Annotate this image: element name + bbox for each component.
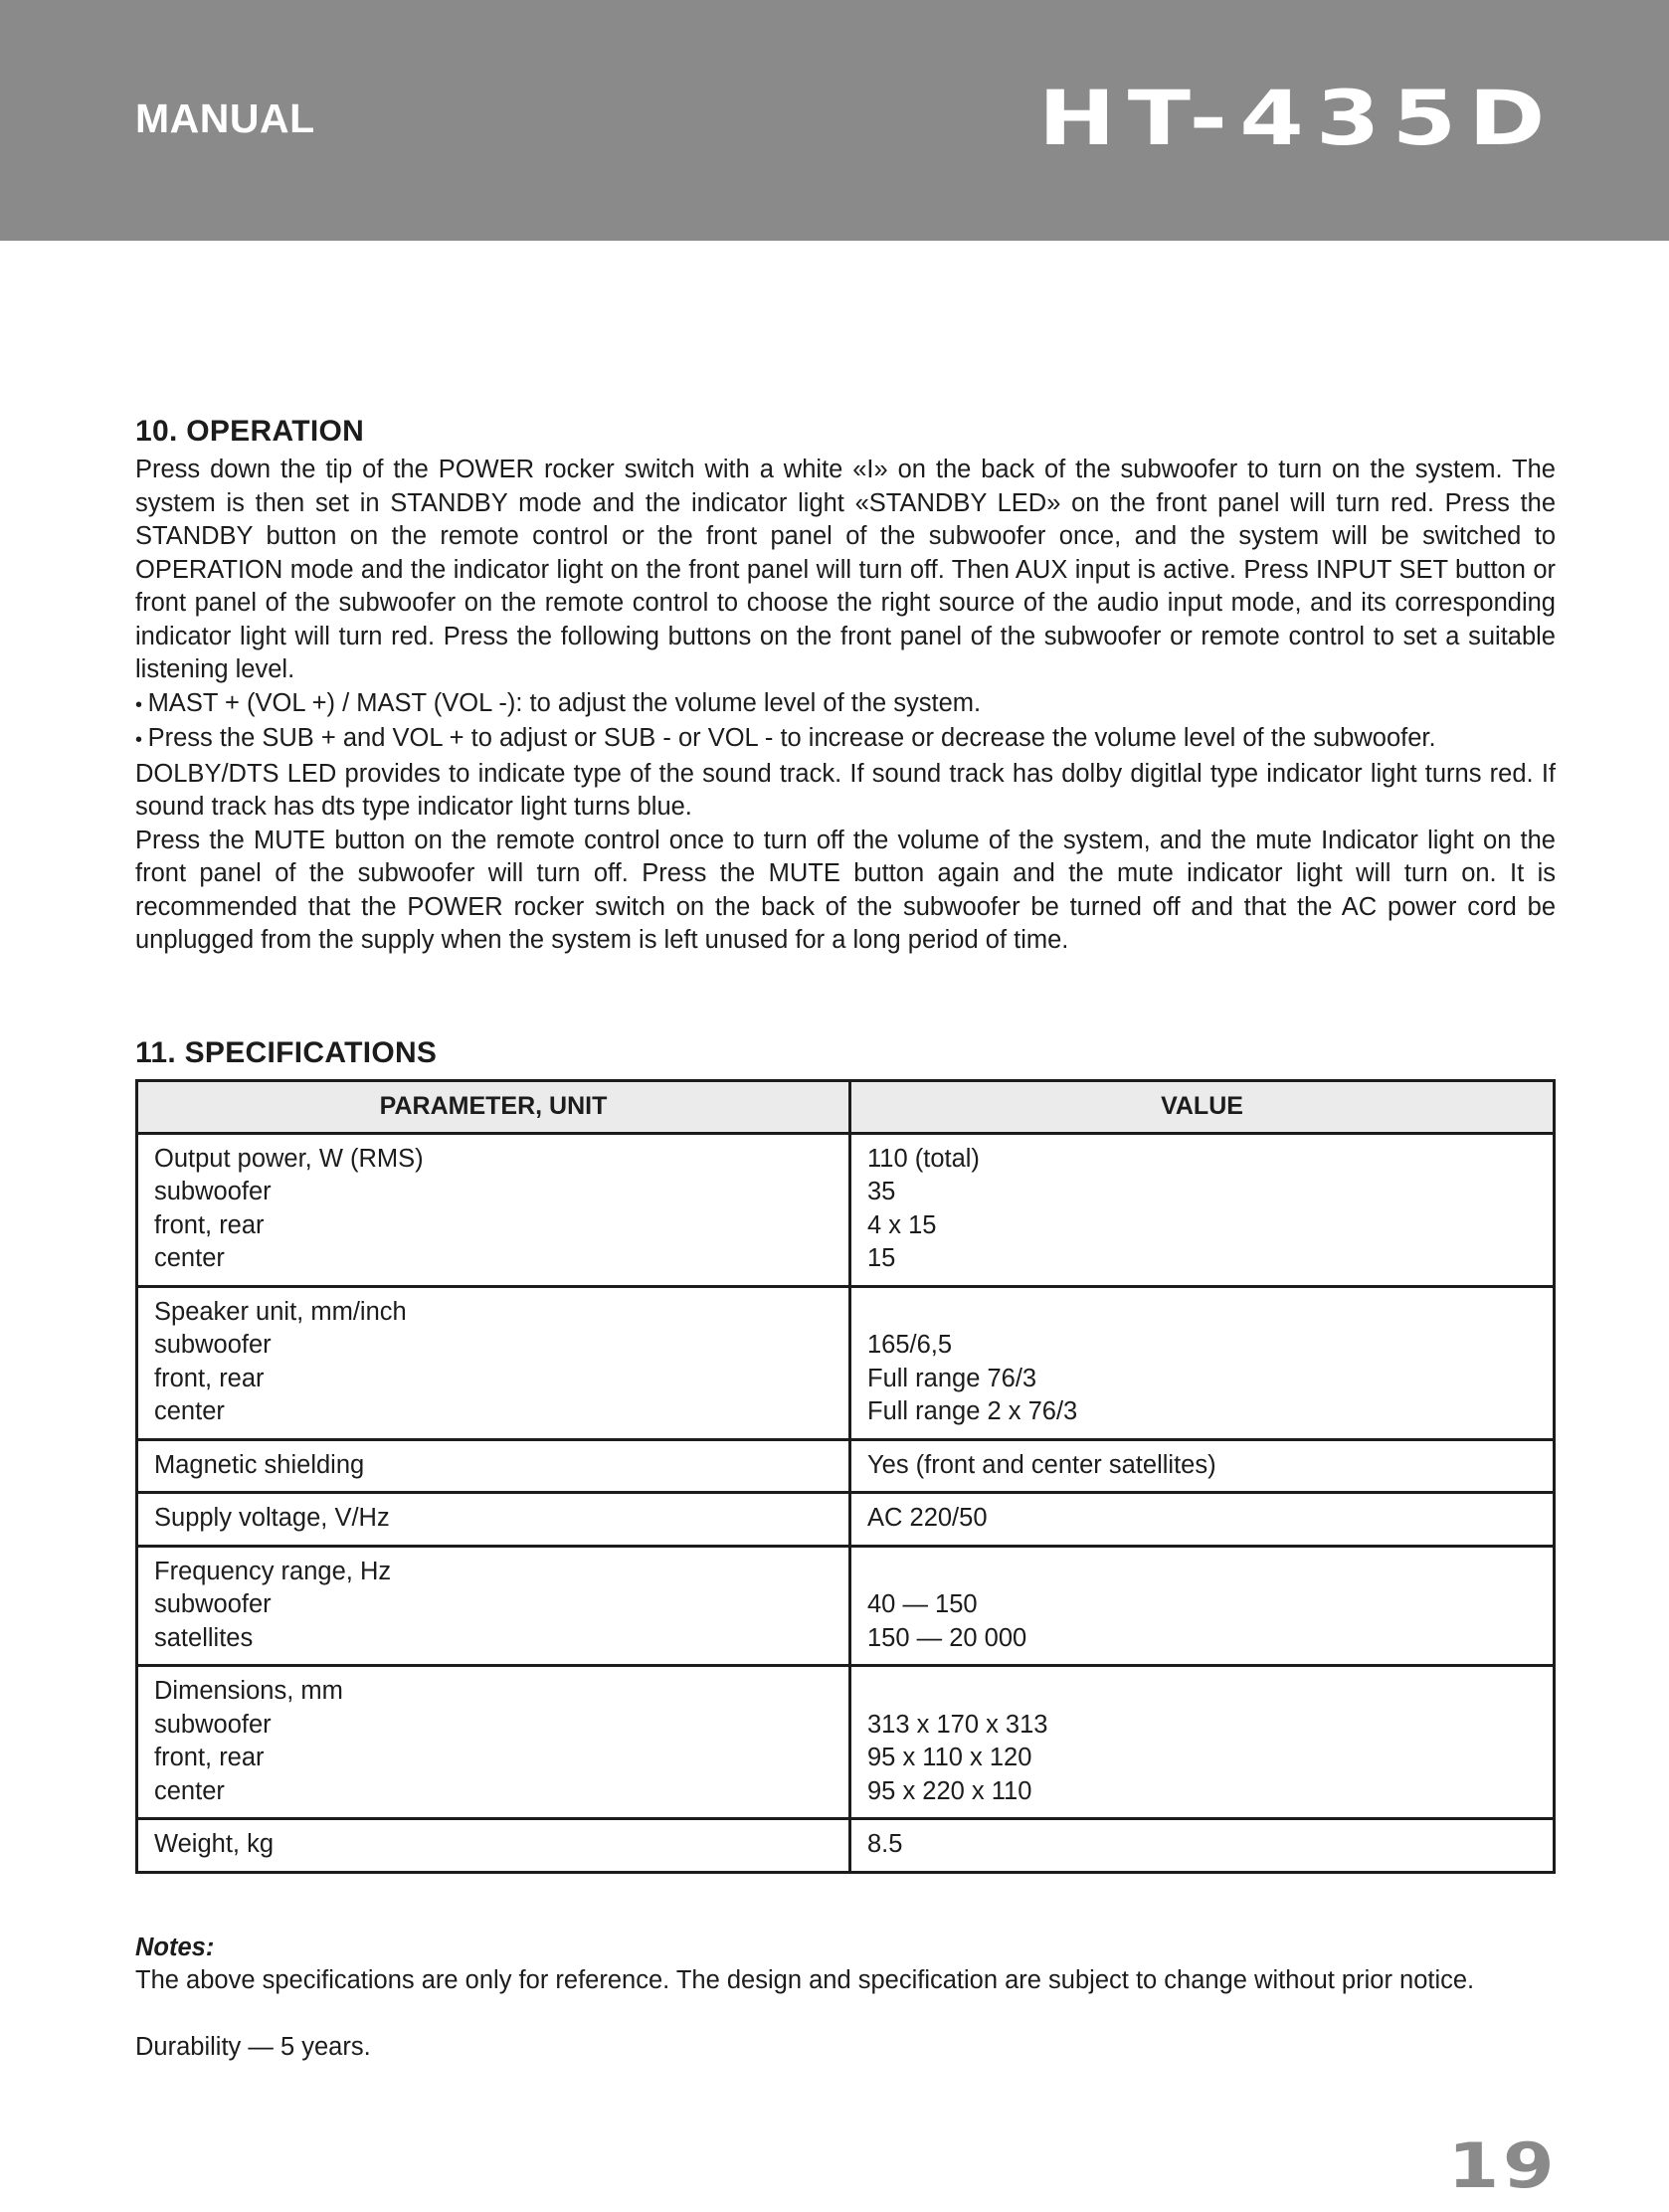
value-line: 15	[867, 1244, 896, 1272]
parameter-line: Output power, W (RMS)	[154, 1144, 424, 1173]
value-cell	[850, 1439, 1555, 1493]
value-cell	[850, 1819, 1555, 1873]
parameter-line: center	[154, 1776, 225, 1805]
value-line: 150 — 20 000	[867, 1623, 1027, 1652]
value-spacer	[867, 1675, 1537, 1709]
parameter-line: Frequency range, Hz	[154, 1557, 392, 1585]
parameter-line: front, rear	[154, 1744, 265, 1771]
parameter-cell	[137, 1439, 850, 1493]
specifications-table	[135, 1079, 1556, 1874]
value-line: 110 (total)	[867, 1144, 980, 1173]
operation-body	[135, 454, 1556, 958]
column-header-value: VALUE	[850, 1080, 1555, 1133]
operation-heading: 10. OPERATION	[135, 415, 365, 448]
parameter-line: front, rear	[154, 1364, 265, 1392]
value-line: 165/6,5	[867, 1331, 953, 1359]
table-row	[137, 1286, 1555, 1439]
page-content	[135, 410, 1556, 2065]
notes-text: The above specifications are only for reference. The design and specification are subject to change without prior notice.	[135, 1966, 1475, 1994]
parameter-line: subwoofer	[154, 1331, 272, 1359]
bullet-text: Press the SUB + and VOL + to adjust or SUB - or VOL - to increase or decrease the volume level of the subwoofer.	[147, 724, 1436, 752]
table-row	[137, 1819, 1555, 1873]
table-row	[137, 1439, 1555, 1493]
value-cell	[850, 1133, 1555, 1286]
value-line: 8.5	[867, 1830, 903, 1858]
operation-paragraph: DOLBY/DTS LED provides to indicate type of the sound track. If sound track has dolby digitlal type indicator light turns red. If sound track has dts type indicator light turns blue.	[135, 759, 1556, 821]
table-row	[137, 1493, 1555, 1547]
operation-paragraph: Press down the tip of the POWER rocker switch with a white «I» on the back of the subwoofer to turn on the system. The system is then set in STANDBY mode and the indicator light «STANDBY LED» on the front panel will turn red. Press the STANDBY button on the remote control or the front panel of the subwoofer once, and the system will be switched to OPERATION mode and the indicator light on the front panel will turn off. Then AUX input is active. Press INPUT SET button or front panel of the subwoofer on the remote control to choose the right source of the audio input mode, and its corresponding indicator light will turn red. Press the following buttons on the front panel of the subwoofer or remote control to set a suitable listening level.	[135, 456, 1556, 683]
value-line: 95 x 220 x 110	[867, 1776, 1032, 1805]
specifications-heading: 11. SPECIFICATIONS	[135, 1035, 438, 1069]
operation-paragraph: Press the MUTE button on the remote control once to turn off the volume of the system, and the mute Indicator light on the front panel of the subwoofer will turn off. Press the MUTE button again and the mute indicator light will turn on. It is recommended that the POWER rocker switch on the back of the subwoofer be turned off and that the AC power cord be unplugged from the supply when the system is left unused for a long period of time.	[135, 826, 1556, 954]
parameter-line: Magnetic shielding	[154, 1450, 365, 1479]
parameter-cell	[137, 1493, 850, 1547]
value-line: 95 x 110 x 120	[867, 1744, 1032, 1771]
value-line: 40 — 150	[867, 1590, 978, 1618]
table-body	[137, 1133, 1555, 1872]
notes-title: Notes:	[135, 1933, 215, 1961]
value-cell	[850, 1666, 1555, 1819]
parameter-cell	[137, 1819, 850, 1873]
value-line: Yes (front and center satellites)	[867, 1450, 1216, 1479]
value-cell	[850, 1493, 1555, 1547]
value-line: 4 x 15	[867, 1210, 937, 1239]
parameter-line: front, rear	[154, 1210, 265, 1239]
value-cell	[850, 1546, 1555, 1666]
parameter-line: Weight, kg	[154, 1830, 275, 1858]
operation-bullet-item	[135, 722, 1556, 758]
value-line: AC 220/50	[867, 1504, 988, 1532]
model-name: HT-435D	[1038, 74, 1558, 162]
parameter-cell	[137, 1133, 850, 1286]
page-number: 19	[1447, 2129, 1558, 2202]
parameter-line: Supply voltage, V/Hz	[154, 1504, 390, 1532]
parameter-line: subwoofer	[154, 1710, 272, 1739]
column-header-parameter: PARAMETER, UNIT	[137, 1080, 850, 1133]
parameter-line: subwoofer	[154, 1590, 272, 1618]
page-header	[0, 0, 1669, 241]
value-line: 313 x 170 x 313	[867, 1710, 1048, 1739]
value-line: Full range 2 x 76/3	[867, 1397, 1078, 1425]
parameter-cell	[137, 1546, 850, 1666]
parameter-line: subwoofer	[154, 1178, 272, 1205]
table-row	[137, 1666, 1555, 1819]
parameter-cell	[137, 1286, 850, 1439]
table-row	[137, 1546, 1555, 1666]
value-line: 35	[867, 1178, 896, 1205]
parameter-line: Speaker unit, mm/inch	[154, 1297, 407, 1326]
parameter-line: Dimensions, mm	[154, 1677, 343, 1705]
value-spacer	[867, 1296, 1537, 1330]
value-cell	[850, 1286, 1555, 1439]
parameter-cell	[137, 1666, 850, 1819]
table-row	[137, 1133, 1555, 1286]
parameter-line: center	[154, 1397, 225, 1425]
table-header-row	[137, 1080, 1555, 1133]
operation-bullet-item	[135, 687, 1556, 723]
durability-text: Durability — 5 years.	[135, 2033, 371, 2061]
value-line: Full range 76/3	[867, 1364, 1037, 1392]
manual-label: MANUAL	[135, 95, 315, 141]
bullet-text: MAST + (VOL +) / MAST (VOL -): to adjust the volume level of the system.	[147, 688, 982, 717]
parameter-line: center	[154, 1244, 225, 1272]
value-spacer	[867, 1556, 1537, 1589]
parameter-line: satellites	[154, 1623, 254, 1652]
notes-section	[135, 1932, 1556, 2065]
